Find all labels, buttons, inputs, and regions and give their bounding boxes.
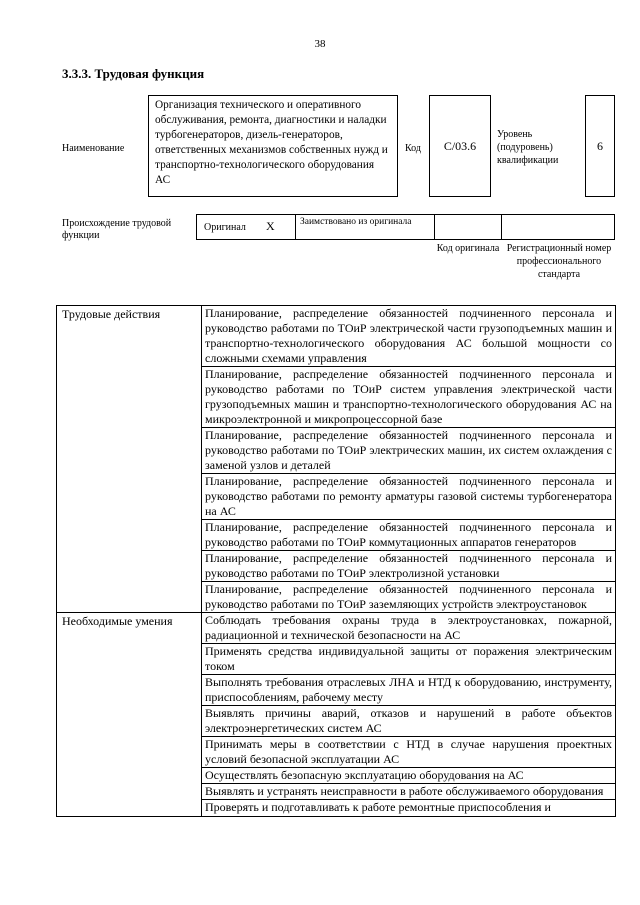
- labor-action-item: Планирование, распределение обязанностей подчиненного персонала и руководство работами по ТОиР электрической части грузоподъемных машин и транспортно-технологического оборудования АС большой мощности со сложными схемами управления: [202, 306, 616, 367]
- skills-label: Необходимые умения: [57, 613, 202, 817]
- borrowed-label: Заимствовано из оригинала: [295, 214, 435, 240]
- labor-action-item: Планирование, распределение обязанностей подчиненного персонала и руководство работами по ТОиР систем управления электрической части грузоподъемных машин и транспортно-технологического оборудования АС на микроэлектронной и микропроцессорной базе: [202, 367, 616, 428]
- table-row: [57, 306, 616, 367]
- skill-item: Соблюдать требования охраны труда в электроустановках, пожарной, радиационной и технической безопасности на АС: [202, 613, 616, 644]
- origin-label: Происхождение трудовой функции: [62, 218, 172, 241]
- skill-item: Выявлять причины аварий, отказов и нарушений в работе объектов электроэнергетических систем АС: [202, 706, 616, 737]
- labor-action-item: Планирование, распределение обязанностей подчиненного персонала и руководство работами по ТОиР электролизной установки: [202, 551, 616, 582]
- reg-number-caption: Регистрационный номер профессионального стандарта: [506, 243, 612, 280]
- skill-item: Применять средства индивидуальной защиты от поражения электрическим током: [202, 644, 616, 675]
- skill-item: Осуществлять безопасную эксплуатацию оборудования на АС: [202, 768, 616, 784]
- skill-item: Принимать меры в соответствии с НТД в случае нарушения проектных условий безопасной эксплуатации АС: [202, 737, 616, 768]
- name-value: Организация технического и оперативного обслуживания, ремонта, диагностики и наладки турбогенераторов, дизель-генераторов, ответственных механизмов собственных нужд и транспортно-технологического оборудования АС: [148, 95, 398, 197]
- labor-function-table: [56, 305, 616, 817]
- labor-action-item: Планирование, распределение обязанностей подчиненного персонала и руководство работами по ТОиР заземляющих устройств электроустановок: [202, 582, 616, 613]
- skill-item: Выполнять требования отраслевых ЛНА и НТД к оборудованию, инструменту, приспособлениям, рабочему месту: [202, 675, 616, 706]
- labor-action-item: Планирование, распределение обязанностей подчиненного персонала и руководство работами по ремонту арматуры газовой системы турбогенератора на АС: [202, 474, 616, 520]
- reg-number-cell: [501, 214, 615, 240]
- section-heading: 3.3.3. Трудовая функция: [62, 66, 205, 81]
- page-number: 38: [314, 38, 326, 50]
- labor-action-item: Планирование, распределение обязанностей подчиненного персонала и руководство работами по ТОиР электрических машин, их систем охлаждения с заменой узлов и деталей: [202, 428, 616, 474]
- original-mark: X: [266, 219, 275, 233]
- code-label: Код: [405, 143, 421, 154]
- skill-item: Выявлять и устранять неисправности в работе обслуживаемого оборудования: [202, 784, 616, 800]
- code-value: C/03.6: [429, 95, 491, 197]
- level-label: Уровень (подуровень) квалификации: [497, 129, 559, 166]
- level-value: 6: [585, 95, 615, 197]
- code-original-caption: Код оригинала: [436, 243, 500, 254]
- labor-action-item: Планирование, распределение обязанностей подчиненного персонала и руководство работами по ТОиР коммутационных аппаратов генераторов: [202, 520, 616, 551]
- original-label: Оригинал: [204, 222, 246, 233]
- name-label: Наименование: [62, 143, 125, 154]
- skill-item: Проверять и подготавливать к работе ремонтные приспособления и: [202, 800, 616, 817]
- code-original-cell: [434, 214, 502, 240]
- table-row: [57, 613, 616, 644]
- labor-actions-label: Трудовые действия: [57, 306, 202, 613]
